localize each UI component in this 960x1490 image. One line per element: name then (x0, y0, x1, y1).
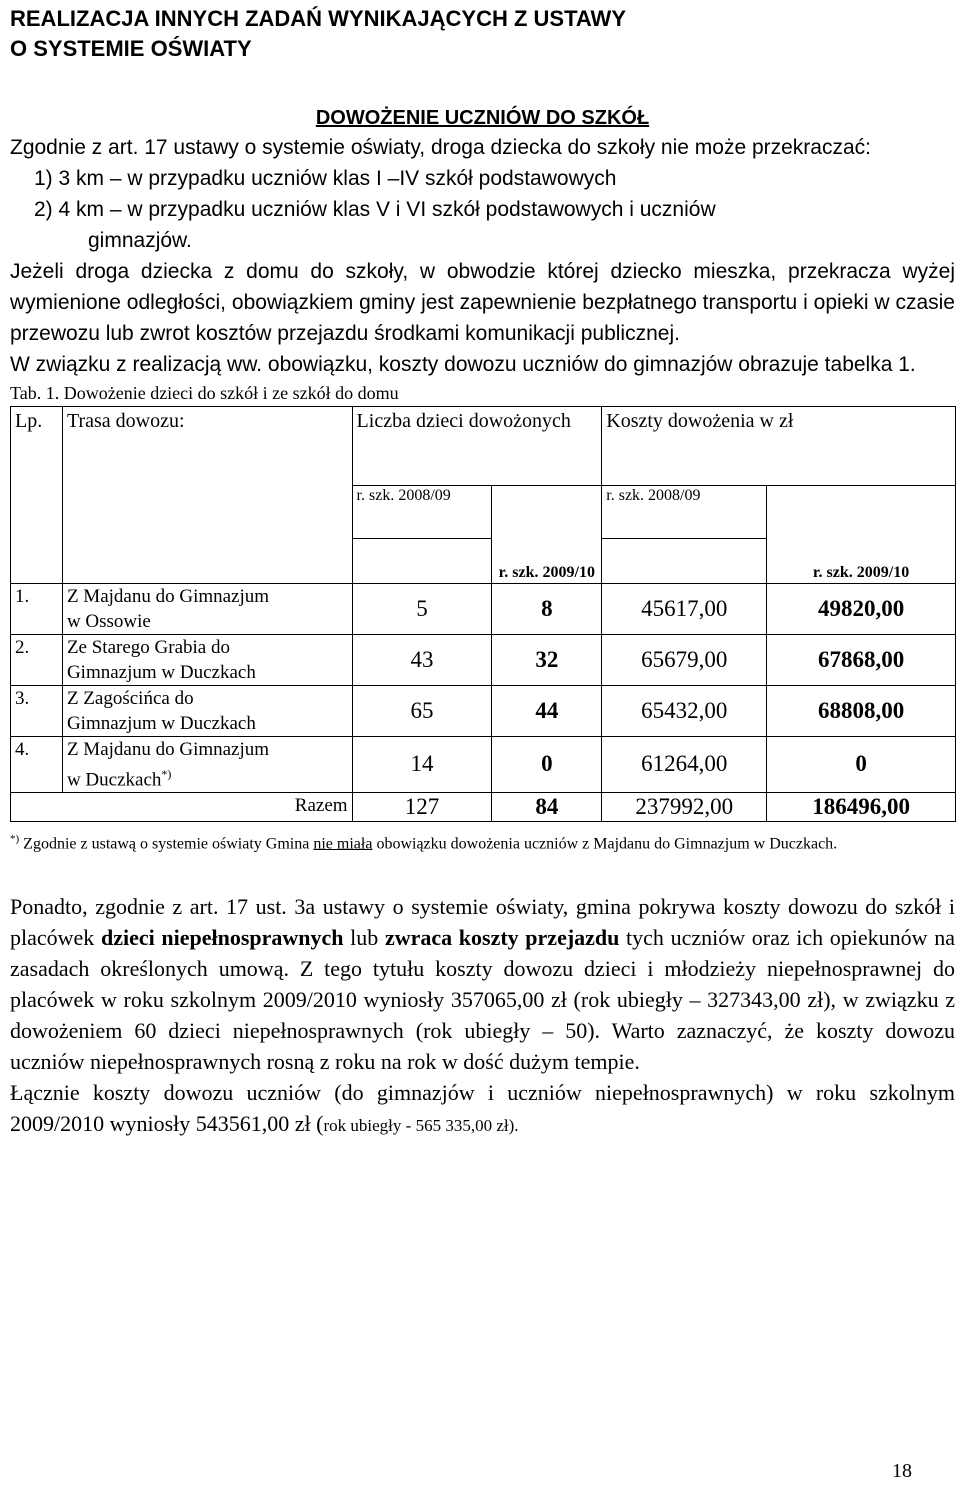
header-cost: Koszty dowożenia w zł (602, 407, 956, 486)
total-count-2009: 84 (492, 792, 602, 821)
row-3-cost-2008: 65432,00 (602, 685, 767, 736)
intro-text (10, 132, 955, 380)
row-4-count-2008: 14 (352, 736, 492, 792)
row-4-route: Z Majdanu do Gimnazjum w Duczkach*) (62, 736, 352, 792)
row-2-route: Ze Starego Grabia do Gimnazjum w Duczkach (62, 634, 352, 685)
table-row (11, 685, 956, 736)
document-page (10, 4, 955, 1141)
row-4-cost-2009: 0 (767, 736, 956, 792)
header-count-year-2: r. szk. 2009/10 (492, 539, 602, 584)
table-footnote: *) Zgodnie z ustawą o systemie oświaty Gmina nie miała obowiązku dowożenia uczniów z Majdanu do Gimnazjum w Duczkach. (10, 832, 838, 853)
footnote-mark: *) (161, 766, 172, 781)
total-blank (11, 792, 63, 821)
transport-cost-table (10, 406, 956, 822)
row-3-count-2009: 44 (492, 685, 602, 736)
header-route: Trasa dowozu: (62, 407, 352, 584)
header-cost-year-1: r. szk. 2008/09 (602, 486, 767, 539)
row-1-cost-2009: 49820,00 (767, 583, 956, 634)
list-item-1: 1) 3 km – w przypadku uczniów klas I –IV szkół podstawowych (34, 167, 617, 190)
closing-paragraph-2: Łącznie koszty dowozu uczniów (do gimnazjów i uczniów niepełnosprawnych) w roku szkolnym 2009/2010 wyniosły 543561,00 zł (rok ubiegły - 565 335,00 zł). (10, 1080, 955, 1137)
header-blank-4 (602, 539, 767, 584)
title-line-1: REALIZACJA INNYCH ZADAŃ WYNIKAJĄCYCH Z USTAWY (10, 6, 626, 31)
page-number: 18 (892, 1460, 912, 1482)
row-1-route: Z Majdanu do Gimnazjum w Ossowie (62, 583, 352, 634)
closing-paragraph-1: Ponadto, zgodnie z art. 17 ust. 3a ustawy o systemie oświaty, gmina pokrywa koszty dowozu do szkół i placówek dzieci niepełnosprawnych lub zwraca koszty przejazdu tych uczniów oraz ich opiekunów na zasadach określonych umową. Z tego tytułu koszty dowozu dzieci i młodzieży niepełnosprawnej do placówek w roku szkolnym 2009/2010 wyniosły 357065,00 zł (rok ubiegły – 327343,00 zł), w związku z dowożeniem 60 dzieci niepełnosprawnych (rok ubiegły – 50). Warto zaznaczyć, że koszty dowozu uczniów niepełnosprawnych rosną z roku na rok w dość dużym tempie. (10, 894, 955, 1075)
row-3-count-2008: 65 (352, 685, 492, 736)
header-blank-2 (767, 486, 956, 539)
table-caption: Tab. 1. Dowożenie dzieci do szkół i ze szkół do domu (10, 383, 399, 403)
list-item-2-continued: gimnazjów. (88, 229, 192, 252)
list-item-2: 2) 4 km – w przypadku uczniów klas V i VI szkół podstawowych i uczniów (34, 198, 716, 221)
header-blank-3 (352, 539, 492, 584)
table-row (11, 736, 956, 792)
section-heading: DOWOŻENIE UCZNIÓW DO SZKÓŁ (315, 107, 650, 129)
intro-paragraph-1: Zgodnie z art. 17 ustawy o systemie oświaty, droga dziecka do szkoły nie może przekraczać: (10, 136, 871, 159)
row-1-lp: 1. (11, 583, 63, 634)
header-cost-year-2: r. szk. 2009/10 (767, 539, 956, 584)
row-1-count-2008: 5 (352, 583, 492, 634)
header-lp: Lp. (11, 407, 63, 584)
row-2-count-2008: 43 (352, 634, 492, 685)
row-1-count-2009: 8 (492, 583, 602, 634)
row-3-cost-2009: 68808,00 (767, 685, 956, 736)
total-cost-2008: 237992,00 (602, 792, 767, 821)
header-blank-1 (492, 486, 602, 539)
row-2-lp: 2. (11, 634, 63, 685)
table-row (11, 634, 956, 685)
row-4-count-2009: 0 (492, 736, 602, 792)
row-4-cost-2008: 61264,00 (602, 736, 767, 792)
header-count-year-1: r. szk. 2008/09 (352, 486, 492, 539)
row-4-lp: 4. (11, 736, 63, 792)
table-header-row (11, 407, 956, 486)
table-row (11, 583, 956, 634)
total-label: Razem (62, 792, 352, 821)
header-count: Liczba dzieci dowożonych (352, 407, 602, 486)
row-1-cost-2008: 45617,00 (602, 583, 767, 634)
page-title (10, 4, 955, 64)
row-3-route: Z Zagościńca do Gimnazjum w Duczkach (62, 685, 352, 736)
total-count-2008: 127 (352, 792, 492, 821)
total-cost-2009: 186496,00 (767, 792, 956, 821)
row-3-lp: 3. (11, 685, 63, 736)
title-line-2: O SYSTEMIE OŚWIATY (10, 36, 252, 61)
row-2-count-2009: 32 (492, 634, 602, 685)
intro-paragraph-3: W związku z realizacją ww. obowiązku, koszty dowozu uczniów do gimnazjów obrazuje tabelka 1. (10, 353, 916, 376)
closing-text (10, 891, 955, 1141)
row-2-cost-2008: 65679,00 (602, 634, 767, 685)
intro-paragraph-2: Jeżeli droga dziecka z domu do szkoły, w obwodzie której dziecko mieszka, przekracza wyżej wymienione odległości, obowiązkiem gminy jest zapewnienie bezpłatnego transportu i opieki w czasie przewozu lub zwrot kosztów przejazdu środkami komunikacji publicznej. (10, 260, 955, 345)
table-total-row (11, 792, 956, 821)
row-2-cost-2009: 67868,00 (767, 634, 956, 685)
